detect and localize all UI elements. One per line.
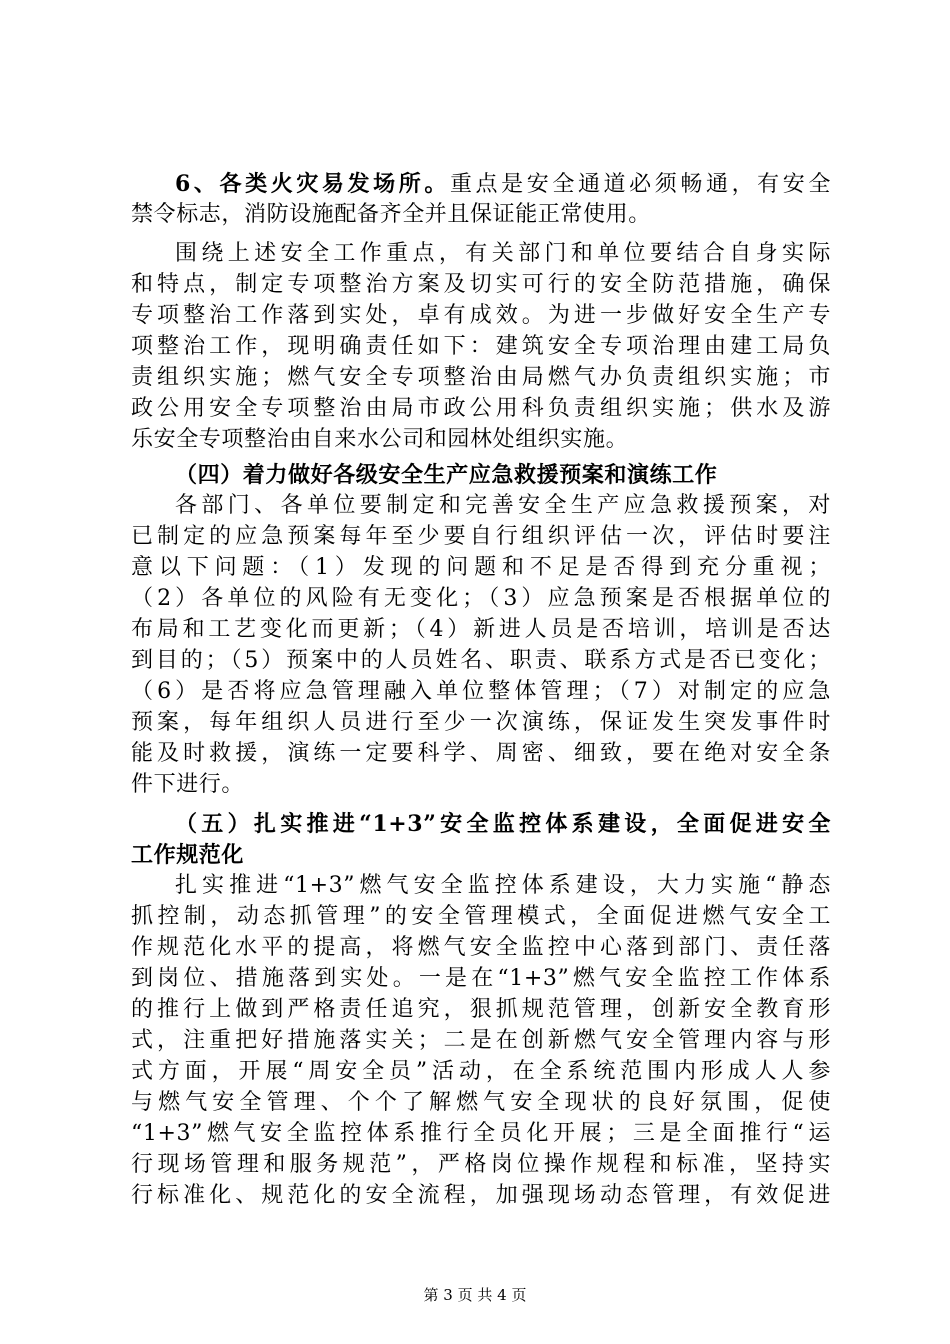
line-text: 意以下问题：（1）发现的问题和不足是否得到充分重视； <box>131 555 831 580</box>
paragraph-line <box>131 645 831 677</box>
paragraph-line <box>131 1056 831 1088</box>
paragraph-line <box>131 676 831 708</box>
paragraph-line <box>131 199 831 231</box>
line-text: 扎实推进“1+3”燃气安全监控体系建设，大力实施“静态 <box>175 873 831 898</box>
paragraph-line <box>131 490 831 522</box>
paragraph-line <box>131 362 831 394</box>
page-footer <box>0 1284 950 1305</box>
line-text: “1+3”燃气安全监控体系推行全员化开展；三是全面推行“运 <box>131 1121 831 1146</box>
paragraph-line <box>131 994 831 1026</box>
line-text: 与燃气安全管理、个个了解燃气安全现状的良好氛围，促使 <box>131 1090 831 1115</box>
paragraph-line <box>131 769 831 801</box>
line-text: 布局和工艺变化而更新；（4）新进人员是否培训，培训是否达 <box>131 617 831 642</box>
line-text: 作规范化水平的提高，将燃气安全监控中心落到部门、责任落 <box>131 935 831 960</box>
line-text: 各部门、各单位要制定和完善安全生产应急救援预案，对 <box>175 493 831 518</box>
paragraph-line <box>131 300 831 332</box>
line-text: 预案，每年组织人员进行至少一次演练，保证发生突发事件时 <box>131 710 831 735</box>
line-text: 责组织实施；燃气安全专项整治由局燃气办负责组织实施；市 <box>131 365 831 390</box>
paragraph-line <box>131 1087 831 1119</box>
line-text: 件下进行。 <box>131 772 245 797</box>
paragraph-line <box>131 269 831 301</box>
line-text: 和特点，制定专项整治方案及切实可行的安全防范措施，确保 <box>131 272 831 297</box>
paragraph-line <box>131 707 831 739</box>
paragraph-line <box>131 901 831 933</box>
section-heading-line <box>131 808 831 840</box>
line-text: 的推行上做到严格责任追究，狠抓规范管理，创新安全教育形 <box>131 997 831 1022</box>
line-text: 行现场管理和服务规范”，严格岗位操作规程和标准，坚持实 <box>131 1152 831 1177</box>
paragraph-line <box>131 1025 831 1057</box>
line-text: 到目的；（5）预案中的人员姓名、职责、联系方式是否已变化； <box>131 648 831 673</box>
line-text: （四）着力做好各级安全生产应急救援预案和演练工作 <box>175 462 718 488</box>
line-text: 禁令标志，消防设施配备齐全并且保证能正常使用。 <box>131 202 651 227</box>
page-number: 第 3 页 共 4 页 <box>423 1286 527 1304</box>
section-heading-line <box>131 459 831 491</box>
paragraph-line <box>131 932 831 964</box>
line-text: 乐安全专项整治由自来水公司和园林处组织实施。 <box>131 427 629 452</box>
line-text: 6、各类火灾易发场所。 <box>175 171 450 197</box>
section-heading-line <box>131 839 831 871</box>
line-text: 式方面，开展“周安全员”活动，在全系统范围内形成人人参 <box>131 1059 831 1084</box>
line-text: 到岗位、措施落到实处。一是在“1+3”燃气安全监控工作体系 <box>131 966 831 991</box>
line-text: 专项整治工作落到实处，卓有成效。为进一步做好安全生产专 <box>131 303 831 328</box>
paragraph-line <box>131 331 831 363</box>
paragraph-line <box>131 393 831 425</box>
line-text: 抓控制，动态抓管理”的安全管理模式，全面促进燃气安全工 <box>131 904 831 929</box>
paragraph-line <box>131 738 831 770</box>
line-text: （2）各单位的风险有无变化；（3）应急预案是否根据单位的 <box>131 586 831 611</box>
paragraph-line <box>131 168 831 200</box>
line-text: 政公用安全专项整治由局市政公用科负责组织实施；供水及游 <box>131 396 831 421</box>
paragraph-line <box>131 521 831 553</box>
paragraph-line <box>131 583 831 615</box>
paragraph-line <box>131 1118 831 1150</box>
paragraph-line <box>131 238 831 270</box>
paragraph-line <box>131 552 831 584</box>
paragraph-line <box>131 870 831 902</box>
line-text: 能及时救援，演练一定要科学、周密、细致，要在绝对安全条 <box>131 741 831 766</box>
line-text: 围绕上述安全工作重点，有关部门和单位要结合自身实际 <box>175 241 831 266</box>
line-text: 已制定的应急预案每年至少要自行组织评估一次，评估时要注 <box>131 524 831 549</box>
line-text: 工作规范化 <box>131 842 245 868</box>
line-text-tail: 重点是安全通道必须畅通，有安全 <box>449 172 831 197</box>
paragraph-line <box>131 1180 831 1212</box>
paragraph-line <box>131 963 831 995</box>
line-text: 项整治工作，现明确责任如下：建筑安全专项治理由建工局负 <box>131 334 831 359</box>
line-text: （五）扎实推进“1+3”安全监控体系建设，全面促进安全 <box>175 811 831 837</box>
paragraph-line <box>131 424 831 456</box>
paragraph-line <box>131 1149 831 1181</box>
line-text: 式，注重把好措施落实关；二是在创新燃气安全管理内容与形 <box>131 1028 831 1053</box>
line-text: 行标准化、规范化的安全流程，加强现场动态管理，有效促进 <box>131 1183 831 1208</box>
line-text: （6）是否将应急管理融入单位整体管理；（7）对制定的应急 <box>131 679 831 704</box>
paragraph-line <box>131 614 831 646</box>
